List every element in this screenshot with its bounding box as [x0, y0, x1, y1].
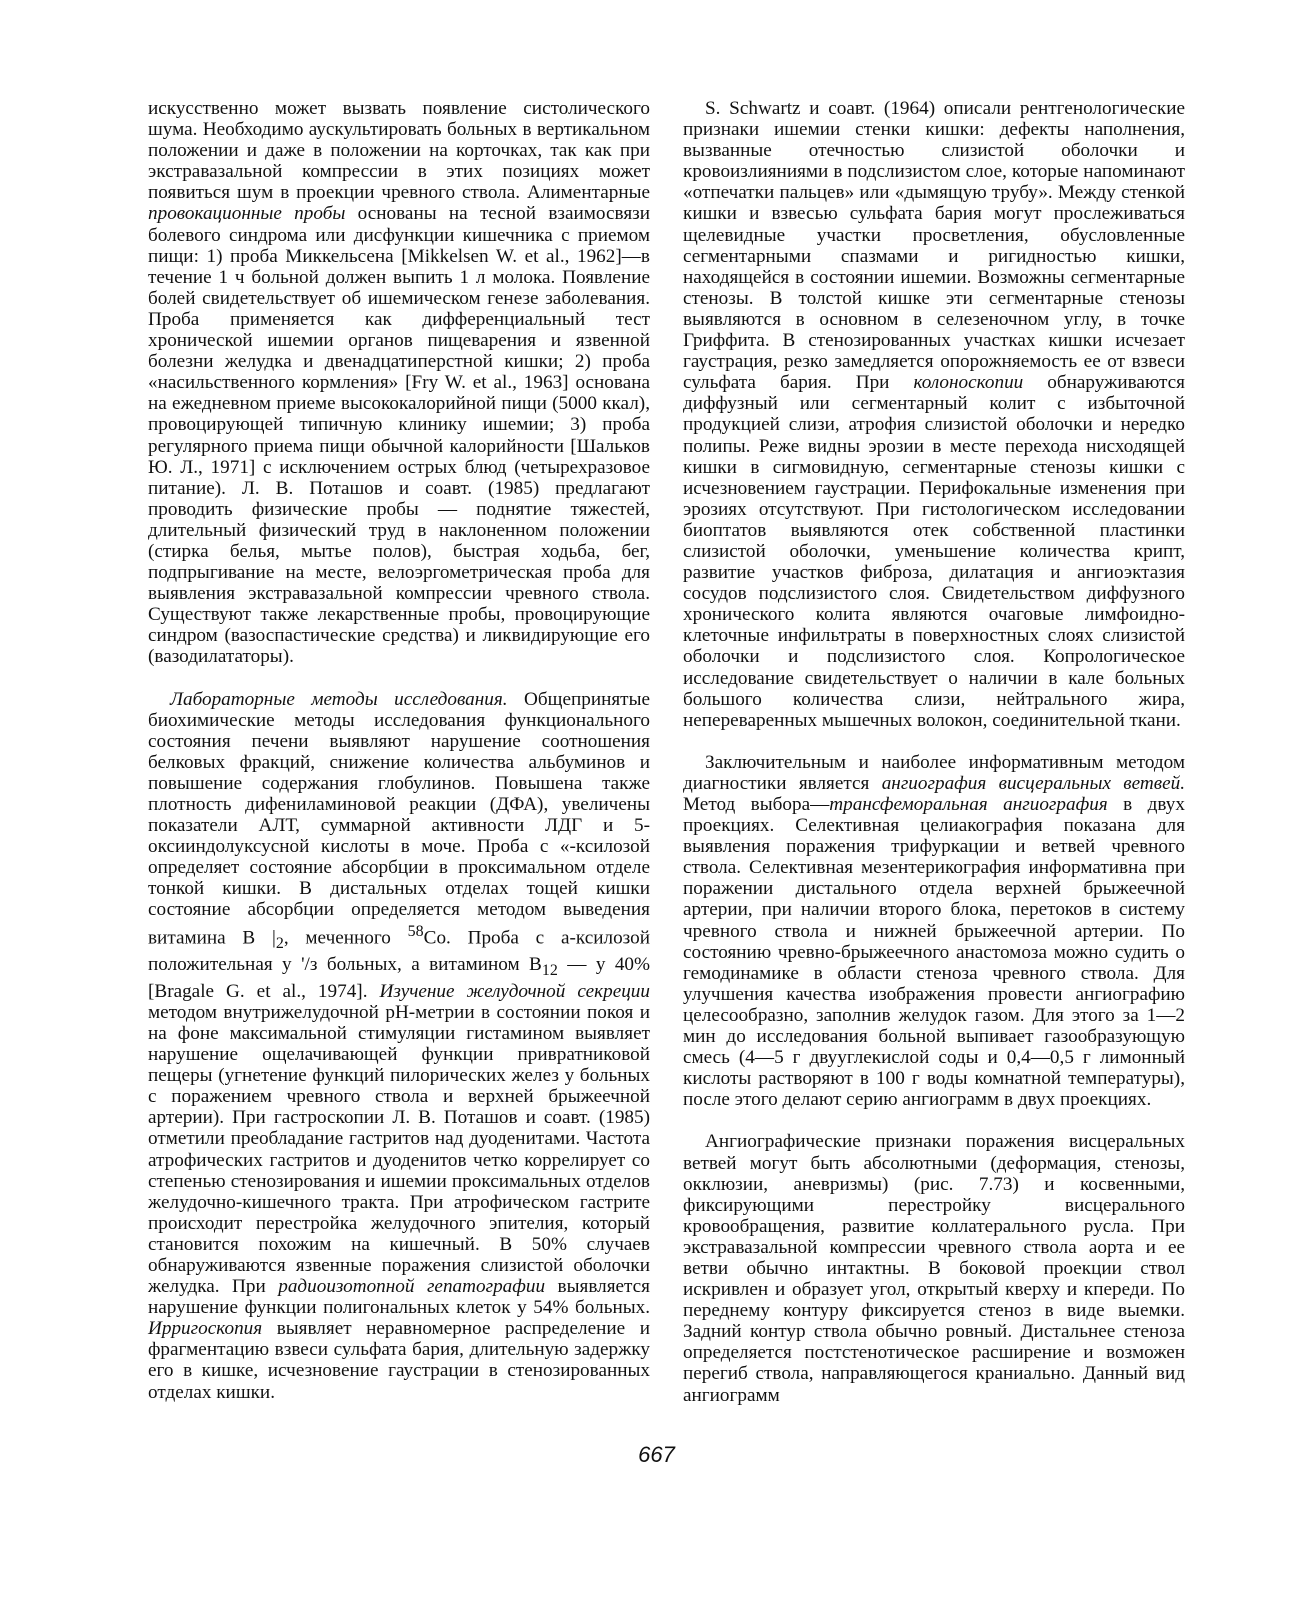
left-column — [148, 98, 650, 1403]
paragraph-angiographic-signs: Ангиографические признаки поражения висцеральных ветвей могут быть абсолютными (деформация, стенозы, окклюзии, аневризмы) (рис. 7.73) и косвенными, фиксирующими перестройку висцерального кровообращения, развитие коллатерального русла. При экстравазальной компрессии чревного ствола аорта и ее ветви обычно интактны. В боковой проекции ствол искривлен и образует угол, открытый кверху и кпереди. По переднему контуру фиксируется стеноз в виде выемки. Задний контур ствола обычно ровный. Дистальнее стеноза определяется постстенотическое расширение и возможен перегиб ствола, направляющегося краниально. Данный вид ангиограмм — [683, 1131, 1185, 1406]
page-number: 667 — [638, 1442, 675, 1467]
paragraph-xray-signs: S. Schwartz и соавт. (1964) описали рентгенологические признаки ишемии стенки кишки: дефекты наполнения, вызванные отечностью слизистой оболочки и кровоизлияниями в подслизистом слое, которые напоминают «отпечатки пальцев» или «дымящую трубу». Между стенкой кишки и взвесью сульфата бария могут прослеживаться щелевидные участки просветления, обусловленные сегментарными спазмами и ригидностью кишки, находящейся в состоянии ишемии. Возможны сегментарные стенозы. В толстой кишке эти сегментарные стенозы выявляются в основном в селезеночном углу, в точке Гриффита. В стенозированных участках кишки исчезает гаустрация, резко замедляется опорожняемость ее от взвеси сульфата бария. При колоноскопии обнаруживаются диффузный или сегментарный колит с избыточной продукцией слизи, атрофия слизистой оболочки и нередко полипы. Реже видны эрозии в месте перехода нисходящей кишки в сигмовидную, сегментарные стенозы кишки с исчезновением гаустрации. Перифокальные изменения при эрозиях отсутствуют. При гистологическом исследовании биоптатов выявляются отек собственной пластинки слизистой оболочки, уменьшение количества крипт, развитие участков фиброза, дилатация и ангиоэктазия сосудов подслизистого слоя. Свидетельством диффузного хронического колита являются очаговые лимфоидно-клеточные инфильтраты в поверхностных слоях слизистой оболочки и подслизистого слоя. Копрологическое исследование свидетельствует о наличии в кале больных большого количества слизи, нейтрального жира, непереваренных мышечных волокон, соединительной ткани. — [683, 98, 1185, 731]
right-column — [683, 98, 1185, 1406]
paragraph-provocation-tests: искусственно может вызвать появление систолического шума. Необходимо аускультировать больных в вертикальном положении и даже в положении на корточках, так как при экстравазальной компрессии в этих позициях может появиться шум в проекции чревного ствола. Алиментарные провокационные пробы основаны на тесной взаимосвязи болевого синдрома или дисфункции кишечника с приемом пищи: 1) проба Миккельсена [Mikkelsen W. et al., 1962]—в течение 1 ч больной должен выпить 1 л молока. Появление болей свидетельствует об ишемическом генезе заболевания. Проба применяется как дифференциальный тест хронической ишемии органов пищеварения и язвенной болезни желудка и двенадцатиперстной кишки; 2) проба «насильственного кормления» [Fry W. et al., 1963] основана на ежедневном приеме высококалорийной пищи (5000 ккал), провоцирующей типичную клинику ишемии; 3) проба регулярного приема пищи обычной калорийности [Шальков Ю. Л., 1971] с исключением острых блюд (четырехразовое питание). Л. В. Поташов и соавт. (1985) предлагают проводить физические пробы — поднятие тяжестей, длительный физический труд в наклоненном положении (стирка белья, мытье полов), быстрая ходьба, бег, подпрыгивание на месте, велоэргометрическая проба для выявления экстравазальной компрессии чревного ствола. Существуют также лекарственные пробы, провоцирующие синдром (вазоспастические средства) и ликвидирующие его (вазодилататоры). — [148, 98, 650, 668]
paragraph-angiography: Заключительным и наиболее информативным методом диагностики является ангиография висцеральных ветвей. Метод выбора—трансфеморальная ангиография в двух проекциях. Селективная целиакография показана для выявления поражения трифуркации и ветвей чревного ствола. Селективная мезентерикография информативна при поражении дистального отдела верхней брыжеечной артерии, при наличии второго блока, перетоков в систему чревного ствола и нижней брыжеечной артерии. По состоянию чревно-брыжеечного анастомоза можно судить о гемодинамике в области стеноза чревного ствола. Для улучшения качества изображения провести ангиографию целесообразно, заполнив желудок газом. Для этого за 1—2 мин до исследования больной выпивает газообразующую смесь (4—5 г двууглекислой соды и 0,4—0,5 г лимонный кислоты растворяют в 100 г воды комнатной температуры), после этого делают серию ангиограмм в двух проекциях. — [683, 751, 1185, 1111]
paragraph-laboratory-methods: Лабораторные методы исследования. Общепринятые биохимические методы исследования функционального состояния печени выявляют нарушение соотношения белковых фракций, снижение количества альбуминов и повышение содержания глобулинов. Повышена также плотность дифениламиновой реакции (ДФА), увеличены показатели АЛТ, суммарной активности ЛДГ и 5-оксииндолуксусной кислоты в моче. Проба с «-ксилозой определяет состояние абсорбции в проксимальном отделе тонкой кишки. В дистальных отделах тощей кишки состояние абсорбции определяется методом выведения витамина В $|_2$, меченного $^{58}$Со. Проба с а-ксилозой положительная у '/з больных, а витамином $В_{12}$ — у 40% [Bragale G. et al., 1974]. Изучение желудочной секреции методом внутрижелудочной рН-метрии в состоянии покоя и на фоне максимальной стимуляции гистамином выявляет нарушение ощелачивающей функции привратниковой пещеры (угнетение функций пилорических желез у больных с поражением чревного ствола и верхней брыжеечной артерии). При гастроскопии Л. В. Поташов и соавт. (1985) отметили преобладание гастритов над дуоденитами. Частота атрофических гастритов и дуоденитов четко коррелирует со степенью стенозирования и ишемии проксимальных отделов желудочно-кишечного тракта. При атрофическом гастрите происходит перестройка желудочного эпителия, который становится похожим на кишечный. В 50% случаев обнаруживаются язвенные поражения слизистой оболочки желудка. При радиоизотопной гепатографии выявляется нарушение функции полигональных клеток у 54% больных. Ирригоскопия выявляет неравномерное распределение и фрагментацию взвеси сульфата бария, длительную задержку его в кишке, исчезновение гаустрации в стенозированных отделах кишки. — [148, 688, 651, 1403]
